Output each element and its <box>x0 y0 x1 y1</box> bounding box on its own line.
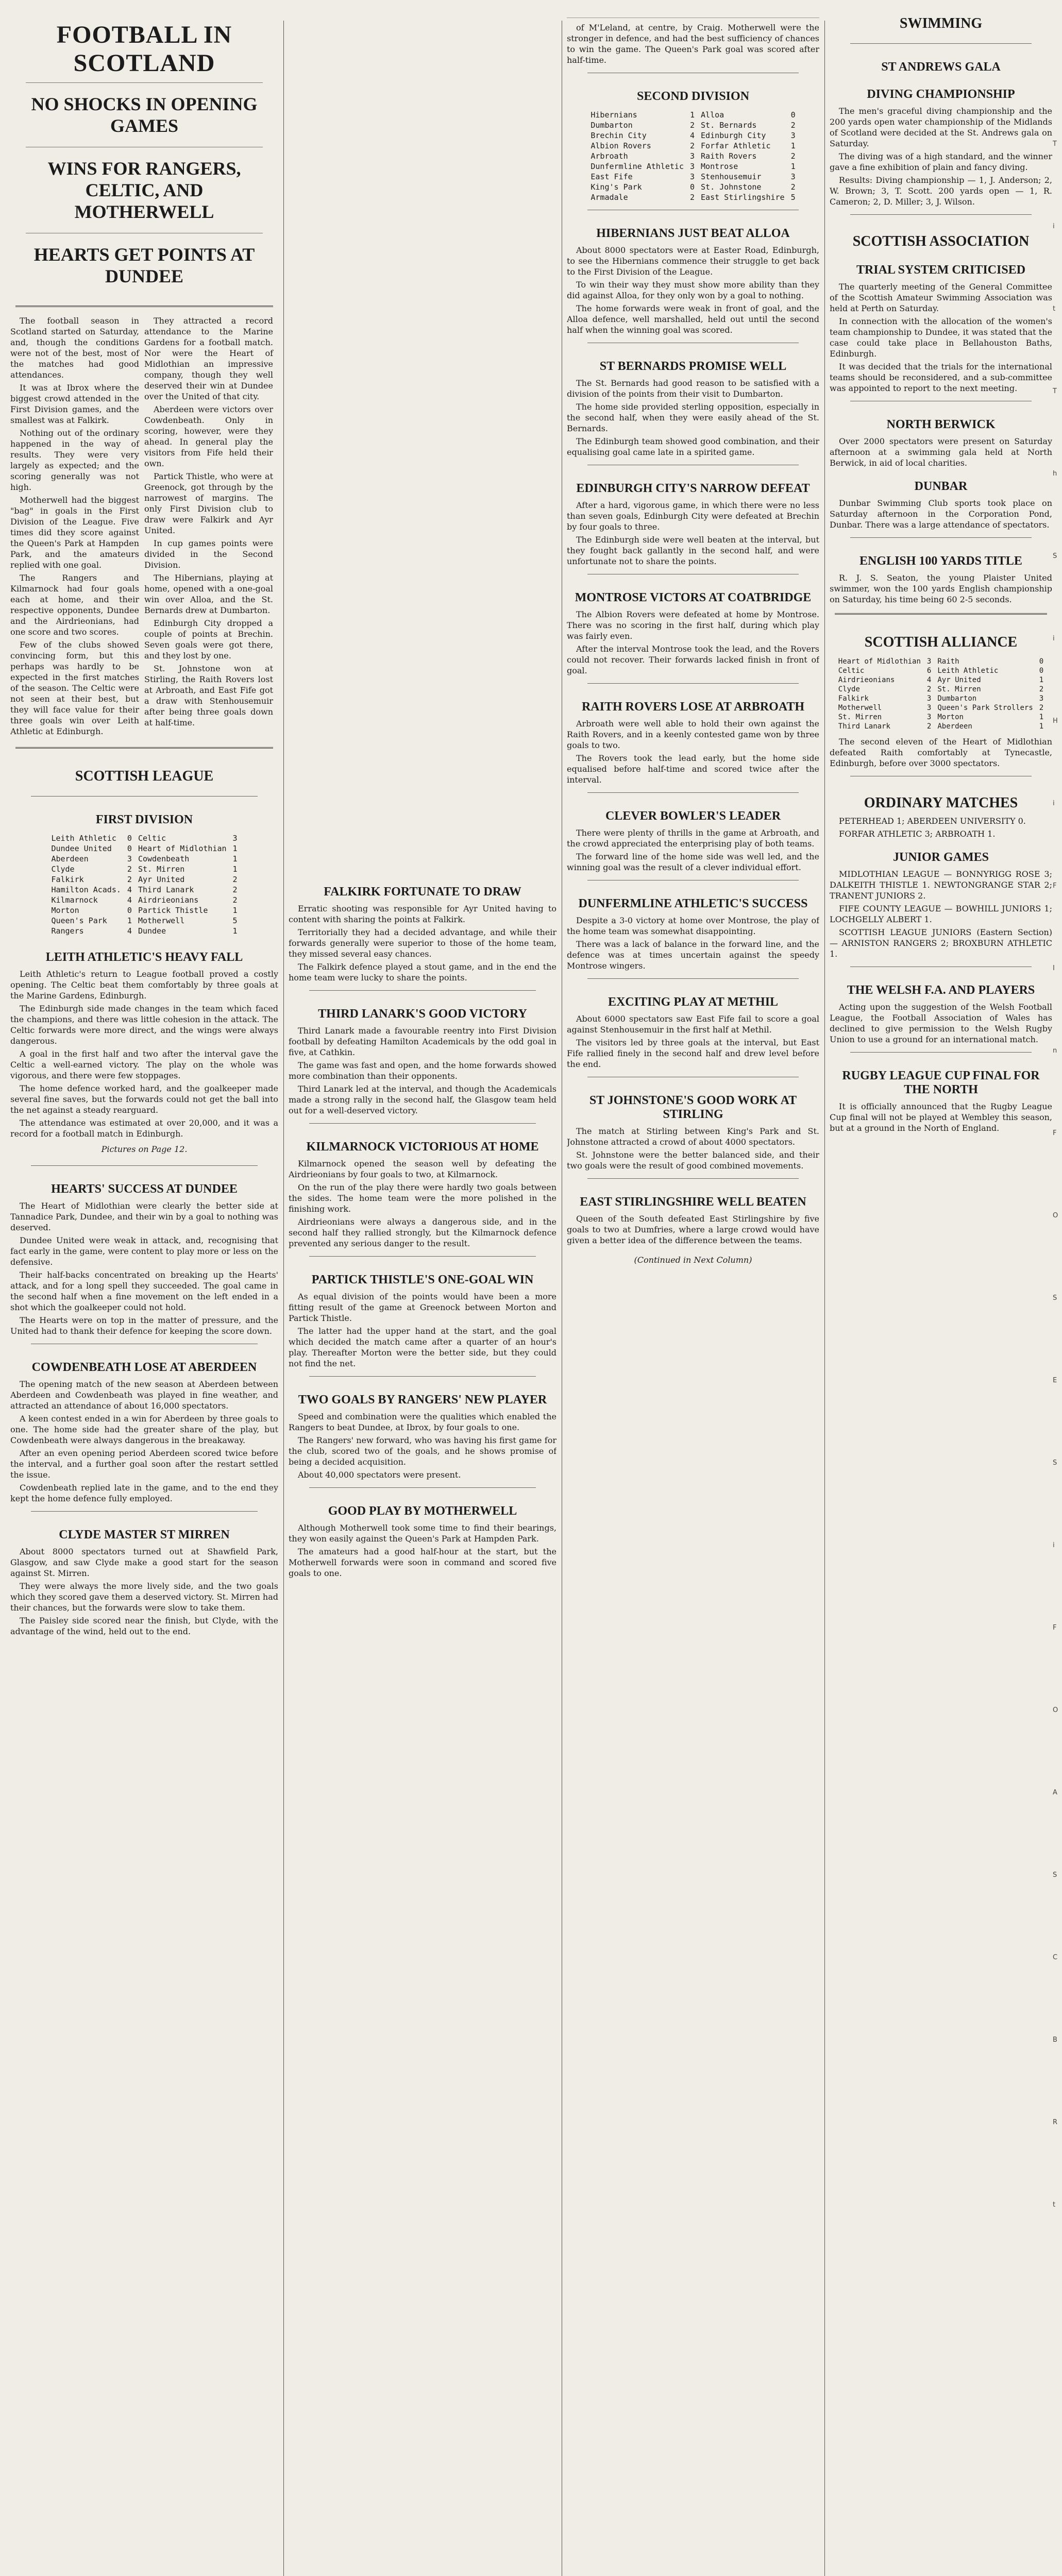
table-row <box>835 703 1047 713</box>
table-cell: Dundee United <box>51 844 112 853</box>
table-cell: Albion Rovers <box>591 141 651 150</box>
table-cell: 3 <box>926 704 932 712</box>
dunbar-heading: DUNBAR <box>914 480 968 493</box>
table-cell: Alloa <box>701 110 724 120</box>
paragraph: Acting upon the suggestion of the Welsh Football League, the Football Association of Wales has declined to give permission to the Welsh Rugby Union to use a ground for an international match. <box>830 1002 1052 1044</box>
table-cell: King's Park <box>591 182 642 192</box>
table-cell: Leith Athletic <box>51 834 116 843</box>
paragraph: It was at Ibrox where the biggest crowd attended in the First Division games, and the smallest was at Falkirk. <box>10 383 139 425</box>
table-row <box>587 192 798 202</box>
paragraph: FIFE COUNTY LEAGUE — BOWHILL JUNIORS 1; LOCHGELLY ALBERT 1. <box>830 904 1052 924</box>
paragraph: The match at Stirling between King's Park and St. Johnstone attracted a crowd of about 4000 spectators. <box>567 1126 819 1147</box>
leith-heading: LEITH ATHLETIC'S HEAVY FALL <box>45 951 243 964</box>
cowdenbeath-heading: COWDENBEATH LOSE AT ABERDEEN <box>31 1361 257 1374</box>
paragraph: Arbroath were well able to hold their own against the Raith Rovers, and in a keenly contested game won by three goals to two. <box>567 719 819 750</box>
paragraph: of M'Leland, at centre, by Craig. Motherwell were the stronger in defence, and had the best sufficiency of chances to win the game. The Queen's Park goal was scored after half-time. <box>567 23 819 65</box>
table-cell: 0 <box>1039 657 1044 666</box>
table-cell: 1 <box>232 926 238 936</box>
table-cell: Ayr United <box>937 676 981 684</box>
table-cell: 2 <box>690 193 695 202</box>
table-cell: 4 <box>127 885 132 894</box>
second-division-heading: SECOND DIVISION <box>636 90 750 103</box>
table-cell: 1 <box>232 854 238 863</box>
methil-heading: EXCITING PLAY AT METHIL <box>608 995 779 1009</box>
table-cell: Third Lanark <box>138 885 194 894</box>
paragraph: The Heart of Midlothian were clearly the better side at Tannadice Park, Dundee, and their win by a goal to nothing was deserved. <box>10 1201 278 1232</box>
welsh-heading: THE WELSH F.A. AND PLAYERS <box>847 984 1035 997</box>
pictures-note: Pictures on Page 12. <box>101 1144 188 1154</box>
table-cell: Ayr United <box>138 875 185 884</box>
table-cell: 1 <box>127 916 132 925</box>
table-cell: 0 <box>127 844 132 853</box>
paragraph: Dunbar Swimming Club sports took place on Saturday afternoon in the Corporation Pond, Dunbar. There was a large attendance of spectators. <box>830 498 1052 530</box>
paragraph: After an even opening period Aberdeen scored twice before the interval, and a further goal soon after the restart settled the issue. <box>10 1448 278 1480</box>
paragraph: A goal in the first half and two after the interval gave the Celtic a well-earned victory. The play on the whole was vigorous, and there were few stoppages. <box>10 1049 278 1080</box>
table-cell: 5 <box>790 193 796 202</box>
table-cell: Leith Athletic <box>937 667 999 675</box>
paragraph: Kilmarnock opened the season well by defeating the Airdrieonians by four goals to two, at Kilmarnock. <box>289 1159 557 1179</box>
table-cell: Kilmarnock <box>51 895 98 905</box>
table-cell: 3 <box>1039 694 1044 703</box>
column-1 <box>10 0 278 1639</box>
hearts-heading: HEARTS' SUCCESS AT DUNDEE <box>51 1182 238 1196</box>
paragraph: After a hard, vigorous game, in which there were no less than seven goals, Edinburgh City were defeated at Brechin by four goals to three. <box>567 500 819 532</box>
paragraph: The Edinburgh side made changes in the team which faced the champions, and there was little cohesion in the attack. The Celtic forwards were more direct, and the wings were always dangerous. <box>10 1004 278 1046</box>
table-row <box>48 905 240 916</box>
table-row <box>587 161 798 172</box>
table-cell: St. Bernards <box>701 121 757 130</box>
table-row <box>587 120 798 130</box>
table-cell: Stenhousemuir <box>701 172 762 181</box>
paragraph: There was a lack of balance in the forward line, and the defence was at times uncertain against the speedy Montrose wingers. <box>567 939 819 971</box>
table-cell: 2 <box>926 722 932 731</box>
paragraph: Motherwell had the biggest "bag" in goals in the First Division of the League. Five times did they score against the Queen's Park at Hampden Park, and the amateurs replied with one goal. <box>10 495 139 570</box>
table-cell: Raith <box>937 657 959 666</box>
table-cell: Partick Thistle <box>138 906 208 915</box>
paragraph: R. J. S. Seaton, the young Plaister United swimmer, won the 100 yards English championship on Saturday, his time being 60 2-5 seconds. <box>830 573 1052 604</box>
table-cell: 0 <box>127 906 132 915</box>
raith-heading: RAITH ROVERS LOSE AT ARBROATH <box>581 700 805 714</box>
table-cell: 1 <box>690 110 695 120</box>
table-row <box>835 685 1047 694</box>
paragraph: The opening match of the new season at Aberdeen between Aberdeen and Cowdenbeath was played in fine weather, and attracted an attendance of about 16,000 spectators. <box>10 1379 278 1411</box>
table-cell: 2 <box>127 875 132 884</box>
paragraph: The amateurs had a good half-hour at the start, but the Motherwell forwards were soon in command and scored five goals to one. <box>289 1547 557 1578</box>
table-row <box>48 864 240 874</box>
table-cell: Airdrieonians <box>138 895 199 905</box>
partick-heading: PARTICK THISTLE'S ONE-GOAL WIN <box>311 1273 534 1286</box>
table-cell: Heart of Midlothian <box>838 657 921 666</box>
alliance-heading: SCOTTISH ALLIANCE <box>864 634 1018 650</box>
continued-note: (Continued in Next Column) <box>634 1255 752 1265</box>
subheadline-hearts: HEARTS GET POINTS AT DUNDEE <box>26 233 263 297</box>
table-cell: 1 <box>790 141 796 150</box>
paragraph: The forward line of the home side was well led, and the winning goal was the result of a clever individual effort. <box>567 852 819 872</box>
table-cell: 2 <box>926 685 932 693</box>
first-division-heading: FIRST DIVISION <box>95 813 193 826</box>
third-lanark-heading: THIRD LANARK'S GOOD VICTORY <box>318 1007 527 1021</box>
paragraph: Third Lanark led at the interval, and though the Academicals made a strong rally in the second half, the Glasgow team held out for a well-deserved victory. <box>289 1084 557 1115</box>
paragraph: The home forwards were weak in front of goal, and the Alloa defence, well marshalled, held out until the second half when the winning goal was scored. <box>567 303 819 335</box>
table-row <box>48 895 240 905</box>
kilmarnock-heading: KILMARNOCK VICTORIOUS AT HOME <box>306 1140 539 1154</box>
table-cell: 3 <box>127 854 132 863</box>
association-heading: SCOTTISH ASSOCIATION <box>852 233 1030 249</box>
paragraph: On the run of the play there were hardly two goals between the sides. The home team were the more polished in the finishing work. <box>289 1182 557 1214</box>
paragraph: PETERHEAD 1; ABERDEEN UNIVERSITY 0. <box>839 816 1026 826</box>
table-row <box>835 657 1047 666</box>
column-divider <box>824 21 825 2576</box>
table-cell: 1 <box>232 865 238 874</box>
paragraph: About 8000 spectators turned out at Shawfield Park, Glasgow, and saw Clyde make a good start for the season against St. Mirren. <box>10 1547 278 1578</box>
paragraph: The latter had the upper hand at the start, and the goal which decided the match came after a quarter of an hour's play. Thereafter Morton were the better side, but they could not find the net. <box>289 1326 557 1368</box>
paragraph: The men's graceful diving championship and the 200 yards open water championship of the Midlands of Scotland were decided at the St. Andrews gala on Saturday. <box>830 106 1052 148</box>
table-row <box>48 874 240 885</box>
table-cell: Airdrieonians <box>838 676 895 684</box>
table-cell: Heart of Midlothian <box>138 844 227 853</box>
paragraph: Nothing out of the ordinary happened in the way of results. They were very largely as expected; and the scoring generally was not high. <box>10 428 139 492</box>
paragraph: The Edinburgh team showed good combination, and their equalising goal came late in a spirited game. <box>567 436 819 457</box>
table-cell: Edinburgh City <box>701 131 766 140</box>
table-cell: 3 <box>790 131 796 140</box>
table-cell: 2 <box>232 875 238 884</box>
table-cell: 3 <box>926 713 932 721</box>
table-cell: 3 <box>690 162 695 171</box>
paragraph: Dundee United were weak in attack, and, recognising that fact early in the game, were content to play more or less on the defensive. <box>10 1235 278 1267</box>
table-cell: Forfar Athletic <box>701 141 771 150</box>
paragraph: The Hearts were on top in the matter of pressure, and the United had to thank their defence for keeping the score down. <box>10 1315 278 1336</box>
paragraph: The second eleven of the Heart of Midlothian defeated Raith comfortably at Tynecastle, Edinburgh, before over 3000 spectators. <box>830 737 1052 768</box>
paragraph: The attendance was estimated at over 20,000, and it was a record for a football match in Edinburgh. <box>10 1118 278 1139</box>
paragraph: Although Motherwell took some time to find their bearings, they won easily against the Queen's Park at Hampden Park. <box>289 1523 557 1544</box>
table-cell: 0 <box>790 110 796 120</box>
paragraph: The Rovers took the lead early, but the home side equalised before half-time and scored twice after the interval. <box>567 753 819 785</box>
table-cell: Third Lanark <box>838 722 890 731</box>
table-cell: 3 <box>790 172 796 181</box>
table-cell: Hamilton Acads. <box>51 885 121 894</box>
table-cell: 0 <box>127 834 132 843</box>
paragraph: Cowdenbeath replied late in the game, and to the end they kept the home defence fully employed. <box>10 1483 278 1503</box>
second-division-results-table <box>587 110 798 202</box>
paragraph: They were always the more lively side, and the two goals which they scored gave them a deserved victory. St. Mirren had their chances, but the forwards were slow to take them. <box>10 1581 278 1613</box>
table-cell: 5 <box>232 916 238 925</box>
table-cell: Hibernians <box>591 110 637 120</box>
table-cell: Celtic <box>838 667 865 675</box>
table-cell: 2 <box>1039 685 1044 693</box>
table-row <box>587 130 798 141</box>
table-cell: St. Johnstone <box>701 182 762 192</box>
paragraph: The diving was of a high standard, and the winner gave a fine exhibition of plain and fancy diving. <box>830 151 1052 172</box>
paragraph: Few of the clubs showed convincing form, but this perhaps was hardly to be expected in the first matches of the season. The Celtic were not seen at their best, but they will face value for their three goals win over Leith Athletic at Edinburgh. <box>10 640 139 736</box>
table-cell: 6 <box>926 667 932 675</box>
table-cell: Queen's Park <box>51 916 107 925</box>
table-cell: 2 <box>232 895 238 905</box>
paragraph: Leith Athletic's return to League football proved a costly opening. The Celtic beat them comfortably by three goals at the Marine Gardens, Edinburgh. <box>10 969 278 1001</box>
table-row <box>835 722 1047 731</box>
dunfermline-heading: DUNFERMLINE ATHLETIC'S SUCCESS <box>578 897 808 910</box>
table-cell: Montrose <box>701 162 738 171</box>
paragraph: The home defence worked hard, and the goalkeeper made several fine saves, but the forwards could not get the ball into the net against a steady rearguard. <box>10 1083 278 1115</box>
paragraph: The Rangers' new forward, who was having his first game for the club, scored two of the goals, and he shows promise of being a decided acquisition. <box>289 1435 557 1467</box>
table-cell: 3 <box>232 834 238 843</box>
scottish-league-heading: SCOTTISH LEAGUE <box>75 768 214 784</box>
swimming-heading: SWIMMING <box>899 15 983 31</box>
table-cell: St. Mirren <box>838 713 882 721</box>
table-row <box>587 182 798 192</box>
table-cell: 2 <box>232 885 238 894</box>
paragraph: After the interval Montrose took the lead, and the Rovers could not recover. Their forwards lacked finish in front of goal. <box>567 644 819 675</box>
table-cell: 2 <box>1039 704 1044 712</box>
table-cell: Rangers <box>51 926 84 936</box>
table-cell: Raith Rovers <box>701 151 757 161</box>
paragraph: The Albion Rovers were defeated at home by Montrose. There was no scoring in the first half, during which play was fairly even. <box>567 609 819 641</box>
diving-heading: DIVING CHAMPIONSHIP <box>867 88 1015 101</box>
table-cell: 1 <box>232 844 238 853</box>
table-row <box>587 141 798 151</box>
paragraph: Aberdeen were victors over Cowdenbeath. Only in scoring, however, were they ahead. In general play the visitors from Fife held their own. <box>144 404 273 468</box>
ordinary-heading: ORDINARY MATCHES <box>864 795 1018 811</box>
column-4 <box>830 0 1052 1136</box>
paragraph: The game was fast and open, and the home forwards showed more combination than their opponents. <box>289 1060 557 1081</box>
paragraph: Edinburgh City dropped a couple of points at Brechin. Seven goals were got there, and they lost by one. <box>144 618 273 660</box>
table-cell: 2 <box>790 151 796 161</box>
table-cell: Cowdenbeath <box>138 854 190 863</box>
table-cell: Dunfermline Athletic <box>591 162 684 171</box>
paragraph: In connection with the allocation of the women's team championship to Dundee, it was stated that the case could take place in Bellahouston Baths, Edinburgh. <box>830 316 1052 359</box>
table-row <box>587 172 798 182</box>
paragraph: The Hibernians, playing at home, opened with a one-goal win over Alloa, and the St. Bernards drew at Dumbarton. <box>144 573 273 615</box>
paragraph: About 6000 spectators saw East Fife fail to score a goal against Stenhousemuir in the first half at Methil. <box>567 1014 819 1035</box>
st-bernards-heading: ST BERNARDS PROMISE WELL <box>599 360 787 373</box>
subheadline-wins: WINS FOR RANGERS, CELTIC, AND MOTHERWELL <box>26 147 263 233</box>
table-cell: 3 <box>690 172 695 181</box>
table-cell: Motherwell <box>838 704 882 712</box>
table-cell: Celtic <box>138 834 166 843</box>
table-cell: Aberdeen <box>51 854 89 863</box>
subheadline-no-shocks: NO SHOCKS IN OPENING GAMES <box>26 82 263 147</box>
paragraph: The Paisley side scored near the finish, but Clyde, with the advantage of the wind, held out to the end. <box>10 1616 278 1636</box>
paragraph: Airdrieonians were always a dangerous side, and in the second half they rallied strongly, but the Kilmarnock defence prevented any serious danger to the result. <box>289 1217 557 1248</box>
paragraph: The Edinburgh side were well beaten at the interval, but they fought back gallantly in the second half, and were unfortunate not to share the points. <box>567 535 819 566</box>
paragraph: Queen of the South defeated East Stirlingshire by five goals to two at Dumfries, where a large crowd would have given a better idea of the difference between the teams. <box>567 1214 819 1245</box>
st-johnstone-heading: ST JOHNSTONE'S GOOD WORK AT STIRLING <box>589 1094 797 1121</box>
north-berwick-heading: NORTH BERWICK <box>886 418 996 431</box>
alliance-results-table <box>835 657 1047 731</box>
clyde-heading: CLYDE MASTER ST MIRREN <box>59 1528 230 1541</box>
table-row <box>835 666 1047 675</box>
paragraph: The quarterly meeting of the General Committee of the Scottish Amateur Swimming Association was held at Perth on Saturday. <box>830 282 1052 313</box>
table-cell: 1 <box>790 162 796 171</box>
paragraph: There were plenty of thrills in the game at Arbroath, and the crowd appreciated the enterprising play of both teams. <box>567 828 819 849</box>
paragraph: Their half-backs concentrated on breaking up the Hearts' attack, and for a long spell they succeeded. The goal came in the second half when a fine movement on the left ended in a shot which the goalkeeper could not hold. <box>10 1270 278 1312</box>
table-cell: Clyde <box>838 685 860 693</box>
intro-text-b <box>144 315 273 730</box>
paragraph: About 40,000 spectators were present. <box>298 1470 461 1480</box>
table-cell: Clyde <box>51 865 75 874</box>
table-cell: St. Mirren <box>937 685 981 693</box>
table-cell: 0 <box>1039 667 1044 675</box>
paragraph: Results: Diving championship — 1, J. Anderson; 2, W. Brown; 3, T. Scott. 200 yards open — 1, R. Cameron; 2, D. Miller; 3, J. Wilson. <box>830 175 1052 207</box>
page-banner-title: FOOTBALL IN SCOTLAND <box>56 21 232 77</box>
table-cell: Dumbarton <box>591 121 633 130</box>
clever-heading: CLEVER BOWLER'S LEADER <box>605 809 781 823</box>
page-header-strip <box>567 0 819 18</box>
paragraph: The visitors led by three goals at the interval, but East Fife rallied finely in the second half and drew level before the end. <box>567 1038 819 1069</box>
table-row <box>587 110 798 120</box>
paragraph: It was decided that the trials for the international teams should be reconsidered, and a sub-committee was appointed to report to the next meeting. <box>830 362 1052 393</box>
table-cell: Arbroath <box>591 151 628 161</box>
table-row <box>835 675 1047 685</box>
table-cell: 2 <box>790 121 796 130</box>
hibs-heading: HIBERNIANS JUST BEAT ALLOA <box>596 227 790 240</box>
table-row <box>48 916 240 926</box>
table-row <box>48 843 240 854</box>
table-cell: Dumbarton <box>937 694 977 703</box>
table-cell: 1 <box>1039 713 1044 721</box>
first-division-results-table <box>48 833 240 936</box>
falkirk-heading: FALKIRK FORTUNATE TO DRAW <box>324 885 521 899</box>
table-cell: 3 <box>926 694 932 703</box>
rugby-heading: RUGBY LEAGUE CUP FINAL FOR THE NORTH <box>842 1069 1040 1096</box>
table-cell: 3 <box>926 657 932 666</box>
edinburgh-city-heading: EDINBURGH CITY'S NARROW DEFEAT <box>576 482 810 495</box>
table-cell: 3 <box>690 151 695 161</box>
table-cell: 4 <box>690 131 695 140</box>
paragraph: Territorially they had a decided advantage, and while their forwards generally were superior to those of the home team, they missed several easy chances. <box>289 927 557 959</box>
table-cell: 1 <box>1039 722 1044 731</box>
junior-heading: JUNIOR GAMES <box>892 851 989 864</box>
table-cell: Brechin City <box>591 131 647 140</box>
table-row <box>48 854 240 864</box>
paragraph: St. Johnstone won at Stirling, the Raith Rovers lost at Arbroath, and East Fife got a draw with Stenhousemuir after being three goals down at half-time. <box>144 664 273 727</box>
table-cell: Dundee <box>138 926 166 936</box>
paragraph: SCOTTISH LEAGUE JUNIORS (Eastern Section) — ARNISTON RANGERS 2; BROXBURN ATHLETIC 1. <box>830 927 1052 959</box>
table-cell: 4 <box>127 895 132 905</box>
paragraph: It is officially announced that the Rugby League Cup final will not be played at Wembley this season, but at a ground in the North of England. <box>830 1101 1052 1133</box>
table-row <box>48 885 240 895</box>
table-cell: Aberdeen <box>937 722 972 731</box>
table-cell: 2 <box>127 865 132 874</box>
table-cell: 4 <box>926 676 932 684</box>
table-cell: Morton <box>937 713 964 721</box>
table-cell: 0 <box>690 182 695 192</box>
paragraph: MIDLOTHIAN LEAGUE — BONNYRIGG ROSE 3; DALKEITH THISTLE 1. NEWTONGRANGE STAR 2; TRANENT JUNIORS 2. <box>830 869 1052 901</box>
paragraph: About 8000 spectators were at Easter Road, Edinburgh, to see the Hibernians commence their struggle to get back to the First Division of the League. <box>567 245 819 277</box>
paragraph: To win their way they must show more ability than they did against Alloa, for they only won by a goal to nothing. <box>567 280 819 300</box>
column-divider <box>283 21 284 2576</box>
paragraph: The Falkirk defence played a stout game, and in the end the home team were lucky to share the points. <box>289 962 557 982</box>
paragraph: The home side provided sterling opposition, especially in the second half, when they were easily ahead of the St. Bernards. <box>567 402 819 433</box>
table-cell: 1 <box>232 906 238 915</box>
table-cell: Morton <box>51 906 79 915</box>
east-stirlingshire-heading: EAST STIRLINGSHIRE WELL BEATEN <box>580 1195 806 1209</box>
paragraph: Over 2000 spectators were present on Saturday afternoon at a swimming gala held at North Berwick, in aid of local charities. <box>830 436 1052 468</box>
paragraph: A keen contest ended in a win for Aberdeen by three goals to one. The home side had the greater share of the play, but Cowdenbeath were always dangerous in the breakaway. <box>10 1414 278 1445</box>
table-cell: 4 <box>127 926 132 936</box>
paragraph: The Rangers and Kilmarnock had four goals each at home, and their respective opponents, Dundee and the Airdrieonians, had one score and two scores. <box>10 573 139 637</box>
paragraph: Third Lanark made a favourable reentry into First Division football by defeating Hamilton Academicals by the odd goal in five, at Cathkin. <box>289 1026 557 1057</box>
paragraph: Partick Thistle, who were at Greenock, got through by the narrowest of margins. The only First Division club to draw were Falkirk and Ayr United. <box>144 471 273 535</box>
table-row <box>835 713 1047 722</box>
table-cell: 2 <box>690 141 695 150</box>
gala-heading: ST ANDREWS GALA <box>881 60 1001 74</box>
table-row <box>48 833 240 843</box>
table-row <box>48 926 240 936</box>
table-row <box>835 694 1047 703</box>
english-title-heading: ENGLISH 100 YARDS TITLE <box>859 554 1022 568</box>
table-cell: Armadale <box>591 193 628 202</box>
paragraph: The St. Bernards had good reason to be satisfied with a division of the points from their visit to Dumbarton. <box>567 378 819 399</box>
motherwell-heading: GOOD PLAY BY MOTHERWELL <box>328 1504 517 1518</box>
paragraph: They attracted a record attendance to the Marine Gardens for a football match. Nor were the Heart of Midlothian an impressive company, though they well deserved their win at Dundee over the United of that city. <box>144 316 273 401</box>
column-3 <box>567 0 819 1272</box>
paragraph: St. Johnstone were the better balanced side, and their two goals were the result of good combined movements. <box>567 1150 819 1171</box>
paragraph: Erratic shooting was responsible for Ayr United having to content with sharing the points at Falkirk. <box>289 904 557 924</box>
paragraph: FORFAR ATHLETIC 3; ARBROATH 1. <box>839 829 996 839</box>
paragraph: Despite a 3-0 victory at home over Montrose, the play of the home team was somewhat disappointing. <box>567 916 819 936</box>
table-cell: Falkirk <box>51 875 84 884</box>
rangers-heading: TWO GOALS BY RANGERS' NEW PLAYER <box>298 1393 547 1406</box>
edge-letters: T i t T h S i H i F I n F O S E S i F O A S C B R t <box>1053 140 1058 2209</box>
table-cell: 2 <box>690 121 695 130</box>
table-cell: Queen's Park Strollers <box>937 704 1033 712</box>
table-cell: East Stirlingshire <box>701 193 785 202</box>
table-cell: East Fife <box>591 172 633 181</box>
trial-heading: TRIAL SYSTEM CRITICISED <box>856 263 1026 277</box>
intro-text-a <box>10 315 144 739</box>
table-cell: 1 <box>1039 676 1044 684</box>
table-row <box>587 151 798 161</box>
column-2 <box>289 876 557 1581</box>
table-cell: Motherwell <box>138 916 185 925</box>
montrose-heading: MONTROSE VICTORS AT COATBRIDGE <box>575 591 812 604</box>
table-cell: St. Mirren <box>138 865 185 874</box>
paragraph: In cup games points were divided in the Second Division. <box>144 538 273 570</box>
paragraph: The football season in Scotland started on Saturday, and, though the conditions were not of the best, most of the matches had good attendances. <box>10 316 139 380</box>
table-cell: Falkirk <box>838 694 869 703</box>
paragraph: As equal division of the points would have been a more fitting result of the game at Greenock between Morton and Partick Thistle. <box>289 1292 557 1323</box>
paragraph: Speed and combination were the qualities which enabled the Rangers to beat Dundee, at Ibrox, by four goals to one. <box>289 1412 557 1432</box>
table-cell: 2 <box>790 182 796 192</box>
